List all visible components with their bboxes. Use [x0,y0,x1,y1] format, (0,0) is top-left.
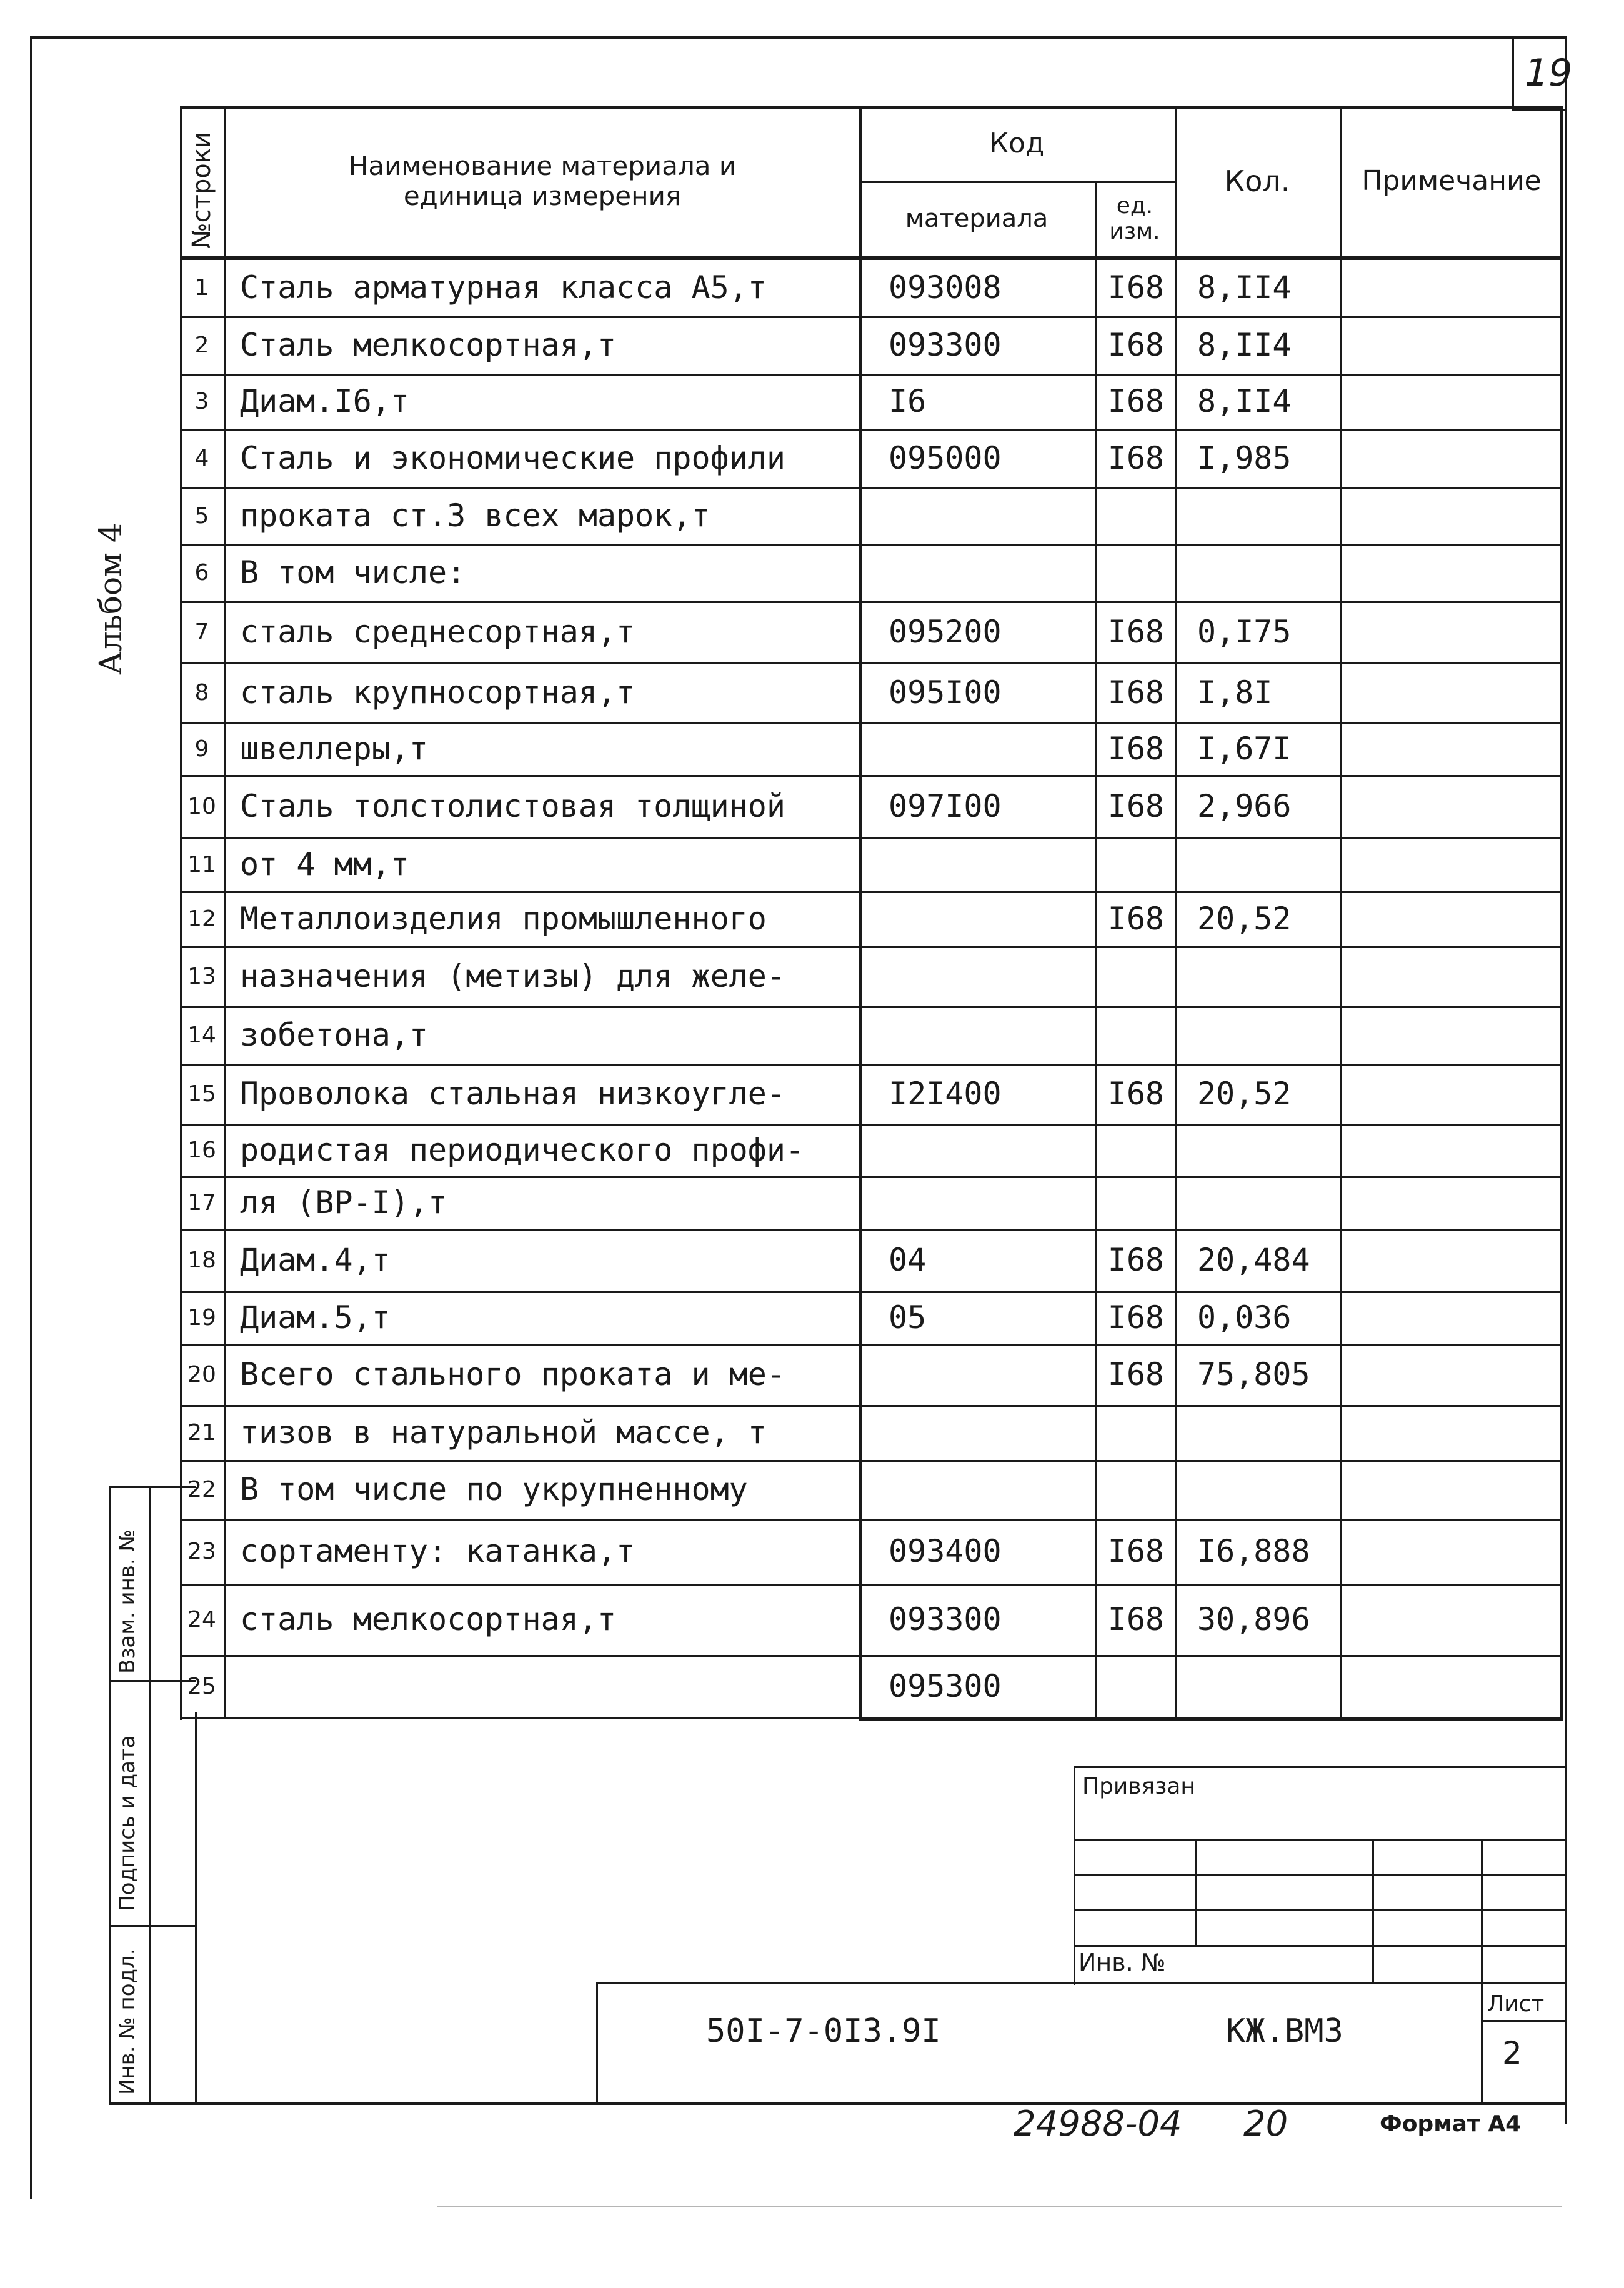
col-qty-line [1175,106,1177,1717]
row-code: 093008 [889,269,1002,306]
row-unit [1098,1655,1173,1717]
row-code [889,544,1093,601]
row-code [889,837,1093,891]
row-name: Всего стального проката и ме- [240,1356,785,1392]
row-code: 095300 [889,1668,1002,1704]
row-code: I6 [889,383,927,419]
row-number: 16 [187,1137,216,1163]
row-name: Диам.4,т [240,1242,391,1278]
col-note-line [1340,106,1342,1717]
privyazan-col2 [1372,1839,1374,1982]
row-number: 14 [187,1022,216,1048]
list-box-left [1481,1982,1483,2105]
row-code: 093300 [889,1601,1002,1637]
row-code [889,1124,1093,1176]
frame-top-line [30,36,1567,39]
row-code: 05 [889,1299,927,1336]
row-qty [1197,1124,1337,1176]
row-number: 1 [194,274,209,301]
row-name: сталь среднесортная,т [240,614,635,650]
row-name: Сталь арматурная класса А5,т [240,269,767,306]
row-number: 3 [194,388,209,414]
row-code [889,946,1093,1006]
header-material: материала [905,204,1049,233]
row-code [889,1176,1093,1229]
stamp-vzam-label: Взам. инв. № [115,1529,140,1674]
row-name: Сталь толстолистовая толщиной [240,788,785,824]
stamp-strip-inner [149,1486,151,2105]
row-qty: 20,484 [1197,1242,1310,1278]
privyazan-box-left [1074,1766,1075,1985]
row-unit: I68 [1107,269,1165,306]
row-number: 10 [187,793,216,819]
row-unit: I68 [1107,731,1165,767]
privyazan-label: Привязан [1082,1774,1195,1799]
row-name: ля (ВР-I),т [240,1184,447,1221]
row-unit: I68 [1107,674,1165,711]
header-unit: ед. изм. [1109,192,1160,244]
col-unit-line [1095,181,1097,1717]
stamp-strip-bottom [109,2102,1565,2105]
privyazan-col1 [1195,1839,1197,1946]
row-unit [1098,544,1173,601]
row-qty [1197,544,1337,601]
privyazan-row4 [1074,1945,1567,1947]
row-number: 9 [194,736,209,762]
list-number: 2 [1502,2035,1522,2071]
row-code [889,722,1093,775]
doc-mark: КЖ.ВМЗ [1226,2012,1343,2050]
row-name: Сталь и экономические профили [240,440,785,476]
bottom-faint-line [437,2206,1562,2207]
row-qty: 8,II4 [1197,327,1292,363]
doc-code: 50I-7-0I3.9I [706,2012,941,2050]
page-number: 19 [1525,51,1573,95]
row-code: 095000 [889,440,1002,476]
row-number: 11 [187,851,216,877]
row-number: 7 [194,619,209,645]
stamp-main-left [195,1712,197,2105]
row-name: проката ст.3 всех марок,т [240,497,710,534]
row-code: I2I400 [889,1076,1002,1112]
album-label: Альбом 4 [92,522,129,675]
row-unit: I68 [1107,1242,1165,1278]
table-bottom-left-line [180,1717,859,1719]
row-code [889,1006,1093,1064]
row-name: тизов в натуральной массе, т [240,1414,767,1451]
frame-right-line [1565,36,1567,2124]
stamp-strip-div2 [109,1925,196,1927]
stamp-strip-outer-left [109,1486,111,2105]
row-code: 04 [889,1242,927,1278]
col-name-line [224,106,226,1717]
row-qty [1197,1405,1337,1460]
row-number: 20 [187,1361,216,1387]
row-qty [1197,946,1337,1006]
row-qty: I,67I [1197,731,1292,767]
row-code: 095200 [889,614,1002,650]
header-qty: Кол. [1224,164,1290,198]
privyazan-col3 [1481,1839,1483,1982]
row-number: 2 [194,332,209,358]
row-name: сталь мелкосортная,т [240,1601,617,1637]
row-unit: I68 [1107,1299,1165,1336]
row-name: Диам.5,т [240,1299,391,1336]
row-qty: 20,52 [1197,901,1292,937]
row-number: 24 [187,1606,216,1632]
row-number: 8 [194,679,209,706]
row-qty: I,985 [1197,440,1292,476]
row-unit [1098,1006,1173,1064]
row-name: Сталь мелкосортная,т [240,327,617,363]
stamp-podpis-label: Подпись и дата [115,1735,140,1911]
row-qty: 0,I75 [1197,614,1292,650]
row-qty: 8,II4 [1197,383,1292,419]
header-note: Примечание [1362,164,1542,197]
row-number: 25 [187,1673,216,1699]
row-name: швеллеры,т [240,731,429,767]
titleblock-top [596,1982,1567,1984]
row-name: от 4 мм,т [240,846,409,882]
row-unit: I68 [1107,440,1165,476]
row-unit: I68 [1107,383,1165,419]
handwritten-sheet-number: 20 [1243,2104,1288,2144]
row-number: 19 [187,1304,216,1331]
frame-left-line [30,36,32,2199]
col-code-line [859,106,862,1720]
row-name: В том числе: [240,554,466,591]
row-code [889,1344,1093,1405]
row-number: 18 [187,1247,216,1273]
row-unit [1098,946,1173,1006]
handwritten-archive-number: 24988-04 [1014,2104,1182,2144]
row-unit: I68 [1107,1356,1165,1392]
row-number: 13 [187,963,216,989]
row-name [240,1655,856,1717]
row-unit: I68 [1107,327,1165,363]
row-number: 23 [187,1538,216,1564]
row-code: 093400 [889,1533,1002,1569]
row-number: 12 [187,906,216,932]
privyazan-row1 [1074,1839,1567,1841]
row-number: 5 [194,502,209,529]
row-number: 22 [187,1476,216,1502]
row-name: сталь крупносортная,т [240,674,635,711]
row-unit [1098,1124,1173,1176]
row-code: 093300 [889,327,1002,363]
row-unit [1098,1176,1173,1229]
header-code: Код [989,127,1045,159]
row-name: Металлоизделия промышленного [240,901,767,937]
row-unit [1098,1460,1173,1519]
row-name: В том числе по укрупненному [240,1471,748,1507]
header-row-number: №строки [187,132,216,249]
row-unit [1098,487,1173,544]
row-code [889,1460,1093,1519]
inv-no-label: Инв. № [1079,1949,1166,1976]
row-code [889,487,1093,544]
row-name: родистая периодического профи- [240,1132,805,1168]
row-qty: 0,036 [1197,1299,1292,1336]
row-qty: 30,896 [1197,1601,1310,1637]
row-name: назначения (метизы) для желе- [240,958,785,994]
row-unit: I68 [1107,614,1165,650]
format-label: Формат А4 [1380,2111,1522,2137]
row-number: 17 [187,1189,216,1216]
row-unit: I68 [1107,788,1165,824]
list-label: Лист [1487,1991,1545,2017]
row-code [889,1405,1093,1460]
row-number: 15 [187,1081,216,1107]
row-qty [1197,487,1337,544]
page-number-box-left [1512,36,1514,110]
privyazan-box-top [1074,1766,1567,1768]
row-unit [1098,837,1173,891]
header-name: Наименование материала и единица измерения [348,150,737,211]
row-unit [1098,1405,1173,1460]
row-qty: 8,II4 [1197,269,1292,306]
list-box-mid [1481,2020,1567,2022]
privyazan-row3 [1074,1909,1567,1911]
row-qty [1197,1655,1337,1717]
row-qty [1197,837,1337,891]
col-right-line [1560,106,1563,1720]
row-unit: I68 [1107,1601,1165,1637]
row-name: сортаменту: катанка,т [240,1533,635,1569]
row-name: Диам.I6,т [240,383,409,419]
row-qty [1197,1006,1337,1064]
table-bottom-line [859,1717,1563,1721]
row-unit: I68 [1107,1076,1165,1112]
row-unit: I68 [1107,901,1165,937]
row-code [889,891,1093,946]
row-qty: 20,52 [1197,1076,1292,1112]
row-code: 095I00 [889,674,1002,711]
row-qty: I,8I [1197,674,1273,711]
row-number: 6 [194,559,209,586]
stamp-inv-label: Инв. № подл. [115,1948,140,2095]
row-name: зобетона,т [240,1017,429,1053]
row-qty [1197,1460,1337,1519]
row-name: Проволока стальная низкоугле- [240,1076,785,1112]
row-qty [1197,1176,1337,1229]
titleblock-left [596,1982,598,2105]
row-qty: 75,805 [1197,1356,1310,1392]
row-qty: 2,966 [1197,788,1292,824]
row-number: 21 [187,1419,216,1446]
row-unit: I68 [1107,1533,1165,1569]
privyazan-row2 [1074,1874,1567,1876]
row-number: 4 [194,445,209,471]
row-code: 097I00 [889,788,1002,824]
row-qty: I6,888 [1197,1533,1310,1569]
